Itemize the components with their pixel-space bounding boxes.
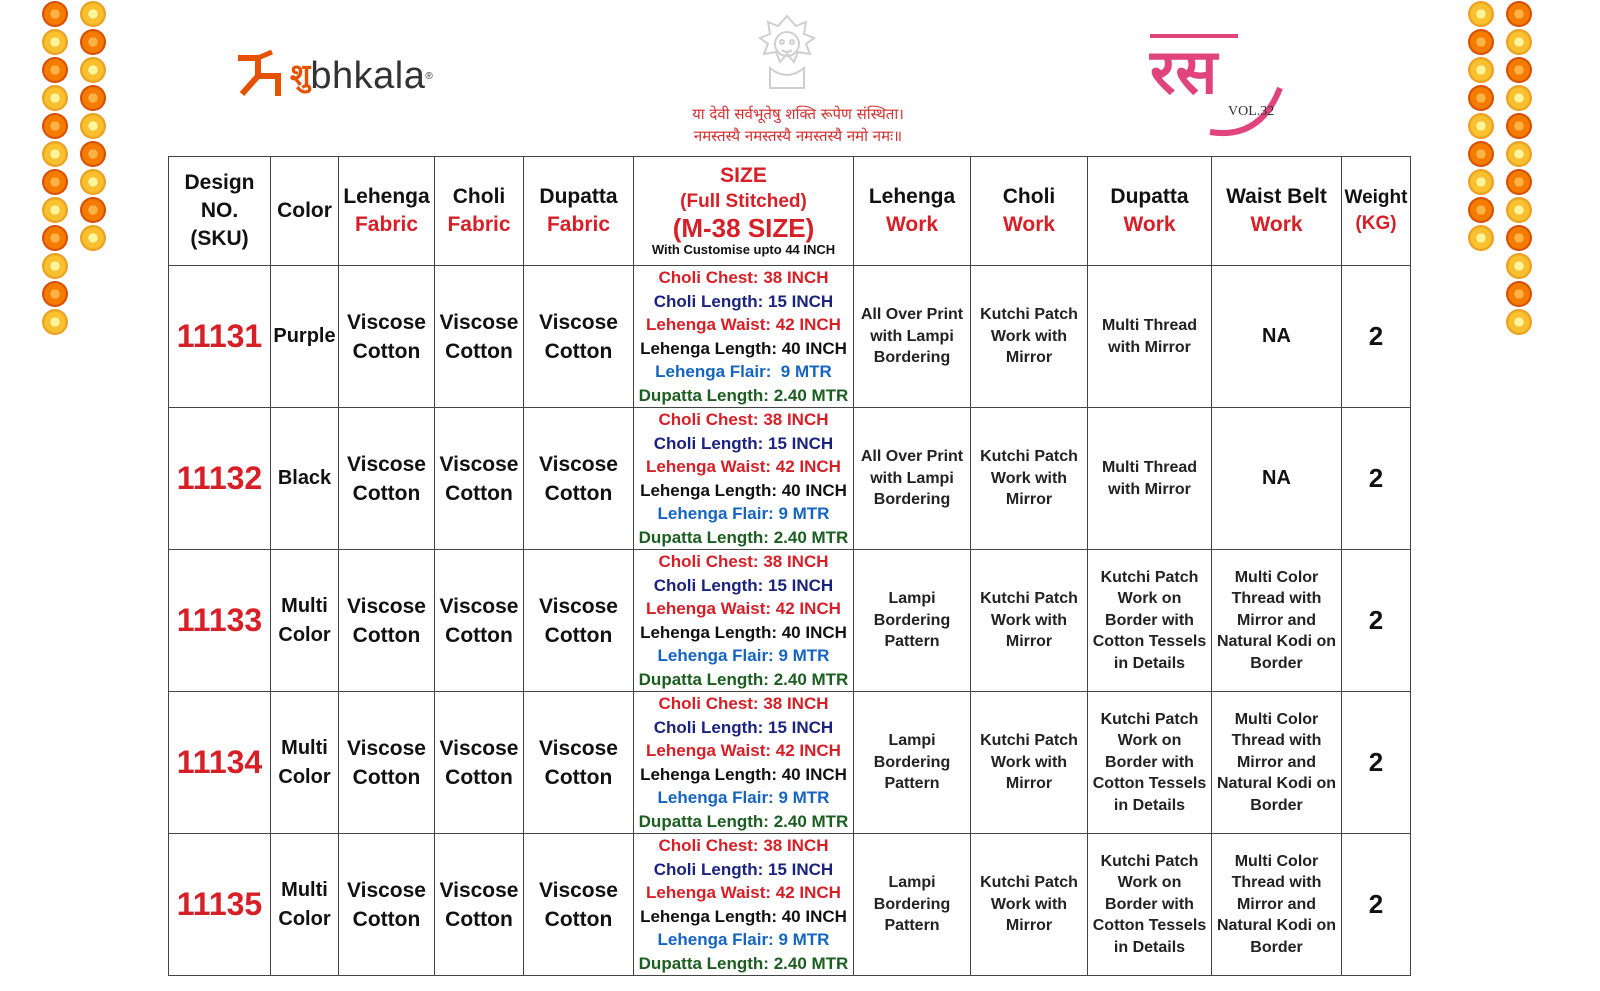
color-cell [271,408,339,550]
choli-fabric-cell-line: Cotton [445,623,513,647]
waist-belt-work-cell-line: Natural Kodi on [1216,917,1337,935]
choli-fabric-cell-line: Cotton [445,481,513,505]
waist-belt-work-cell-line: Thread with [1231,874,1322,892]
lehenga-work-cell-line: with Lampi [870,327,954,345]
size-cell [634,266,854,408]
lehenga-work-cell [854,834,971,976]
dupatta-work-cell-line: Multi Thread [1101,459,1198,476]
choli-work-cell-line: Kutchi Patch [980,448,1078,466]
size-line: Dupatta Length: 2.40 MTR [638,953,849,973]
header-line: Fabric [546,213,611,236]
marigold-flower-icon [1506,169,1532,195]
lehenga-fabric-cell [339,266,435,408]
header-dupatta-fabric [524,157,634,266]
size-line: Choli Length: 15 INCH [653,717,834,737]
marigold-flower-icon [1506,253,1532,279]
header-line: Choli [1002,185,1056,208]
marigold-flower-icon [42,225,68,251]
brand-logo [232,48,433,104]
marigold-flower-icon [42,169,68,195]
waist-belt-work-cell-line: Natural Kodi on [1216,633,1337,651]
size-line: Lehenga Waist: 42 INCH [646,315,841,334]
marigold-flower-icon [42,57,68,83]
waist-belt-work-cell-line: Multi Color [1234,568,1319,586]
choli-fabric-cell-line: Viscose [439,310,519,334]
size-line: Lehenga Length: 40 INCH [640,764,847,784]
header-design-line: Design [184,171,255,194]
header-line: Weight [1344,187,1408,208]
dupatta-work-cell-line: Work on [1117,732,1182,750]
size-line: Dupatta Length: 2.40 MTR [638,669,849,689]
sku-cell: 11132 [169,408,271,550]
weight-cell: 2 [1342,408,1411,550]
choli-work-cell-line: Mirror [1005,491,1053,509]
header-line: Choli [452,185,506,208]
size-line: Choli Chest: 38 INCH [658,410,829,429]
collection-name: रस [1150,35,1218,108]
header-line: Waist Belt [1226,185,1327,208]
header-line: SIZE [720,164,767,187]
shloka-line-1: या देवी सर्वभूतेषु शक्ति रूपेण संस्थिता। [692,105,904,123]
header-line: (KG) [1355,213,1397,234]
lehenga-work-cell-line: Bordering [873,895,951,913]
header-line: Dupatta [1110,185,1189,208]
size-line: Choli Chest: 38 INCH [658,552,829,571]
color-cell-line: Multi [281,878,328,901]
marigold-flower-icon [1468,1,1494,27]
lehenga-work-cell [854,266,971,408]
marigold-flower-icon [1468,197,1494,223]
size-line: Lehenga Flair: 9 MTR [657,646,830,665]
lehenga-work-cell-line: Bordering [873,491,951,509]
size-line: Choli Length: 15 INCH [653,433,834,453]
header-design [169,157,271,266]
choli-work-cell-line: Kutchi Patch [980,590,1078,608]
dupatta-work-cell-line: Kutchi Patch [1100,852,1199,870]
header-waist-belt-work [1212,157,1342,266]
marigold-flower-icon [42,113,68,139]
dupatta-fabric-cell-line: Viscose [538,878,618,902]
dupatta-fabric-cell-line: Cotton [544,765,613,789]
lehenga-work-cell-line: Pattern [884,633,940,651]
size-line: Choli Chest: 38 INCH [658,694,829,713]
marigold-flower-icon [1468,29,1494,55]
header-line: With Customise upto 44 INCH [651,242,836,257]
lehenga-work-cell [854,692,971,834]
choli-work-cell-line: Mirror [1005,633,1053,651]
marigold-garland-right-inner [1468,0,1494,252]
marigold-flower-icon [80,225,106,251]
color-cell-line: Color [278,623,331,646]
marigold-garland-left-inner [80,0,106,252]
choli-fabric-cell [435,692,524,834]
header-line: Dupatta [539,185,618,208]
brand-logo-registered: ® [425,70,433,82]
dupatta-work-cell [1088,408,1212,550]
dupatta-work-cell [1088,266,1212,408]
choli-work-cell [971,408,1088,550]
waist-belt-work-cell-line: NA [1262,325,1291,347]
lehenga-work-cell-line: with Lampi [870,469,954,487]
color-cell-line: Color [278,907,331,930]
header-line: Lehenga [868,185,956,208]
dupatta-work-cell-line: in Details [1113,654,1186,672]
swastik-logo-icon [232,48,288,104]
collection-logo [1150,28,1300,140]
choli-work-cell-line: Work with [990,895,1068,913]
header-dupatta-work [1088,157,1212,266]
header-line: Work [1123,213,1176,236]
header-lehenga-fabric [339,157,435,266]
marigold-flower-icon [1506,309,1532,335]
waist-belt-work-cell-line: Multi Color [1234,710,1319,728]
dupatta-work-cell-line: Cotton Tessels [1092,633,1207,651]
sku-cell: 11135 [169,834,271,976]
choli-fabric-cell [435,266,524,408]
lehenga-fabric-cell [339,692,435,834]
lehenga-fabric-cell-line: Cotton [352,481,421,505]
choli-work-cell-line: Work with [990,753,1068,771]
header-size [634,157,854,266]
size-line: Lehenga Length: 40 INCH [640,338,847,358]
waist-belt-work-cell-line: Mirror and [1236,611,1317,629]
lehenga-work-cell-line: Lampi [888,590,936,608]
header-choli-fabric [435,157,524,266]
dupatta-work-cell-line: in Details [1113,796,1186,814]
choli-fabric-cell-line: Viscose [439,736,519,760]
color-cell-line: Multi [281,736,328,759]
shloka-text [688,103,908,147]
size-line: Choli Chest: 38 INCH [658,268,829,287]
waist-belt-work-cell-line: Border [1250,938,1303,956]
waist-belt-work-cell [1212,266,1342,408]
size-line: Lehenga Flair: 9 MTR [657,930,830,949]
color-cell [271,834,339,976]
header-line: Fabric [447,213,511,236]
brand-logo-text: bhkala [310,54,426,97]
header-lehenga-work [854,157,971,266]
dupatta-fabric-cell-line: Viscose [538,594,618,618]
table-row [169,834,1411,976]
dupatta-fabric-cell-line: Viscose [538,452,618,476]
marigold-flower-icon [80,57,106,83]
dupatta-work-cell [1088,692,1212,834]
lehenga-fabric-cell-line: Viscose [346,878,426,902]
choli-work-cell-line: Mirror [1005,917,1053,935]
lehenga-work-cell-line: Bordering [873,349,951,367]
size-line: Lehenga Flair: 9 MTR [655,362,832,381]
choli-fabric-cell-line: Viscose [439,452,519,476]
dupatta-work-cell-line: Kutchi Patch [1100,710,1199,728]
dupatta-work-cell-line: Cotton Tessels [1092,917,1207,935]
color-cell [271,692,339,834]
header-weight [1342,157,1411,266]
marigold-flower-icon [1506,113,1532,139]
marigold-flower-icon [42,1,68,27]
dupatta-work-cell [1088,834,1212,976]
size-line: Lehenga Waist: 42 INCH [646,599,841,618]
lehenga-fabric-cell-line: Cotton [352,907,421,931]
lehenga-work-cell [854,408,971,550]
choli-work-cell [971,550,1088,692]
choli-fabric-cell [435,834,524,976]
size-line: Lehenga Length: 40 INCH [640,906,847,926]
waist-belt-work-cell [1212,408,1342,550]
choli-fabric-cell [435,550,524,692]
dupatta-fabric-cell-line: Cotton [544,907,613,931]
collection-volume: VOL.32 [1228,104,1275,119]
dupatta-fabric-cell [524,408,634,550]
size-line: Lehenga Length: 40 INCH [640,480,847,500]
choli-work-cell-line: Kutchi Patch [980,874,1078,892]
size-line: Lehenga Waist: 42 INCH [646,883,841,902]
marigold-flower-icon [80,113,106,139]
marigold-flower-icon [1468,85,1494,111]
marigold-flower-icon [42,197,68,223]
waist-belt-work-cell-line: NA [1262,467,1291,489]
dupatta-work-cell-line: Cotton Tessels [1092,775,1207,793]
header-line: (Full Stitched) [680,191,807,212]
header-line: Lehenga [343,185,430,208]
choli-fabric-cell-line: Cotton [445,765,513,789]
lehenga-work-cell-line: All Over Print [860,306,964,324]
waist-belt-work-cell [1212,692,1342,834]
choli-work-cell [971,692,1088,834]
size-cell [634,834,854,976]
dupatta-work-cell-line: Work on [1117,590,1182,608]
marigold-flower-icon [80,1,106,27]
size-line: Lehenga Flair: 9 MTR [657,788,830,807]
lehenga-work-cell-line: All Over Print [860,448,964,466]
marigold-flower-icon [1468,225,1494,251]
dupatta-fabric-cell [524,550,634,692]
dupatta-work-cell [1088,550,1212,692]
size-line: Dupatta Length: 2.40 MTR [638,527,849,547]
size-line: Choli Length: 15 INCH [653,575,834,595]
table-row [169,408,1411,550]
choli-fabric-cell-line: Viscose [439,594,519,618]
lehenga-fabric-cell [339,834,435,976]
waist-belt-work-cell-line: Multi Color [1234,852,1319,870]
dupatta-fabric-cell-line: Cotton [544,623,613,647]
dupatta-work-cell-line: Kutchi Patch [1100,568,1199,586]
lehenga-fabric-cell [339,550,435,692]
color-cell [271,550,339,692]
header-line: Work [1002,213,1056,236]
marigold-flower-icon [80,141,106,167]
size-line: Lehenga Length: 40 INCH [640,622,847,642]
dupatta-work-cell-line: Work on [1117,874,1182,892]
size-line: Dupatta Length: 2.40 MTR [638,385,849,405]
header-line: (M-38 SIZE) [672,213,815,243]
dupatta-work-cell-line: Border with [1105,895,1194,913]
choli-work-cell-line: Kutchi Patch [980,306,1078,324]
color-cell-line: Color [278,765,331,788]
lehenga-work-cell-line: Lampi [888,732,936,750]
header-color: Color [271,157,339,266]
lehenga-work-cell-line: Bordering [873,611,951,629]
lehenga-fabric-cell-line: Viscose [346,310,426,334]
lehenga-work-cell-line: Lampi [888,874,936,892]
dupatta-work-cell-line: Border with [1105,611,1194,629]
marigold-flower-icon [1468,57,1494,83]
lehenga-work-cell-line: Bordering [873,753,951,771]
size-line: Lehenga Waist: 42 INCH [646,741,841,760]
marigold-flower-icon [1506,1,1532,27]
weight-cell: 2 [1342,266,1411,408]
size-cell [634,692,854,834]
size-line: Dupatta Length: 2.40 MTR [638,811,849,831]
dupatta-work-cell-line: Multi Thread [1101,317,1198,334]
choli-work-cell-line: Mirror [1005,349,1053,367]
waist-belt-work-cell-line: Mirror and [1236,753,1317,771]
marigold-flower-icon [1468,141,1494,167]
size-cell [634,408,854,550]
lehenga-fabric-cell-line: Cotton [352,765,421,789]
size-cell [634,550,854,692]
color-cell-line: Purple [273,325,336,347]
dupatta-fabric-cell [524,266,634,408]
marigold-flower-icon [80,169,106,195]
dupatta-fabric-cell-line: Viscose [538,736,618,760]
choli-work-cell [971,266,1088,408]
header-design-line: (SKU) [190,227,249,250]
marigold-flower-icon [80,85,106,111]
choli-work-cell [971,834,1088,976]
dupatta-fabric-cell [524,692,634,834]
marigold-garland-left-outer [42,0,68,336]
lehenga-fabric-cell [339,408,435,550]
lehenga-fabric-cell-line: Viscose [346,594,426,618]
dupatta-fabric-cell [524,834,634,976]
lehenga-work-cell [854,550,971,692]
dupatta-fabric-cell-line: Cotton [544,481,613,505]
sku-cell: 11134 [169,692,271,834]
size-line: Choli Length: 15 INCH [653,859,834,879]
waist-belt-work-cell-line: Border [1250,654,1303,672]
lehenga-fabric-cell-line: Viscose [346,452,426,476]
waist-belt-work-cell-line: Thread with [1231,590,1322,608]
header-design-line: NO. [200,199,239,222]
brand-logo-mark: शु [290,58,311,93]
marigold-flower-icon [42,29,68,55]
choli-fabric-cell-line: Cotton [445,339,513,363]
marigold-flower-icon [42,281,68,307]
choli-work-cell-line: Work with [990,327,1068,345]
dupatta-work-cell-line: in Details [1113,938,1186,956]
header-line: Work [885,213,939,236]
waist-belt-work-cell-line: Natural Kodi on [1216,775,1337,793]
size-line: Choli Length: 15 INCH [653,291,834,311]
choli-fabric-cell [435,408,524,550]
marigold-flower-icon [1506,85,1532,111]
table-row [169,550,1411,692]
marigold-flower-icon [1506,141,1532,167]
lehenga-fabric-cell-line: Cotton [352,339,421,363]
marigold-flower-icon [1506,29,1532,55]
spec-table [168,156,1411,976]
header-choli-work [971,157,1088,266]
marigold-flower-icon [80,29,106,55]
choli-work-cell-line: Mirror [1005,775,1053,793]
lehenga-work-cell-line: Pattern [884,917,940,935]
lehenga-fabric-cell-line: Cotton [352,623,421,647]
header-line: Work [1250,213,1303,236]
size-line: Lehenga Flair: 9 MTR [657,504,830,523]
marigold-flower-icon [80,197,106,223]
choli-fabric-cell-line: Cotton [445,907,513,931]
dupatta-work-cell-line: Border with [1105,753,1194,771]
header-line: Fabric [354,213,419,236]
marigold-flower-icon [1468,169,1494,195]
dupatta-work-cell-line: with Mirror [1108,338,1191,356]
choli-work-cell-line: Work with [990,469,1068,487]
marigold-flower-icon [1506,225,1532,251]
marigold-flower-icon [1506,197,1532,223]
choli-work-cell-line: Work with [990,611,1068,629]
sku-cell: 11133 [169,550,271,692]
color-cell-line: Multi [281,594,328,617]
color-cell [271,266,339,408]
table-row [169,692,1411,834]
marigold-flower-icon [42,141,68,167]
marigold-flower-icon [42,85,68,111]
dupatta-work-cell-line: with Mirror [1108,480,1191,498]
marigold-flower-icon [1468,113,1494,139]
shloka-line-2: नमस्तस्यै नमस्तस्यै नमस्तस्यै नमो नमः॥ [693,127,903,145]
header-row [169,157,1411,266]
durga-deity-icon [752,12,822,92]
weight-cell: 2 [1342,692,1411,834]
color-cell-line: Black [277,467,332,489]
choli-work-cell-line: Kutchi Patch [980,732,1078,750]
dupatta-fabric-cell-line: Cotton [544,339,613,363]
waist-belt-work-cell-line: Thread with [1231,732,1322,750]
sku-cell: 11131 [169,266,271,408]
weight-cell: 2 [1342,834,1411,976]
choli-fabric-cell-line: Viscose [439,878,519,902]
dupatta-fabric-cell-line: Viscose [538,310,618,334]
weight-cell: 2 [1342,550,1411,692]
waist-belt-work-cell-line: Mirror and [1236,895,1317,913]
table-row [169,266,1411,408]
marigold-garland-right-outer [1506,0,1532,336]
size-line: Lehenga Waist: 42 INCH [646,457,841,476]
waist-belt-work-cell-line: Border [1250,796,1303,814]
waist-belt-work-cell [1212,550,1342,692]
marigold-flower-icon [42,253,68,279]
lehenga-fabric-cell-line: Viscose [346,736,426,760]
lehenga-work-cell-line: Pattern [884,775,940,793]
marigold-flower-icon [42,309,68,335]
size-line: Choli Chest: 38 INCH [658,836,829,855]
marigold-flower-icon [1506,281,1532,307]
waist-belt-work-cell [1212,834,1342,976]
marigold-flower-icon [1506,57,1532,83]
